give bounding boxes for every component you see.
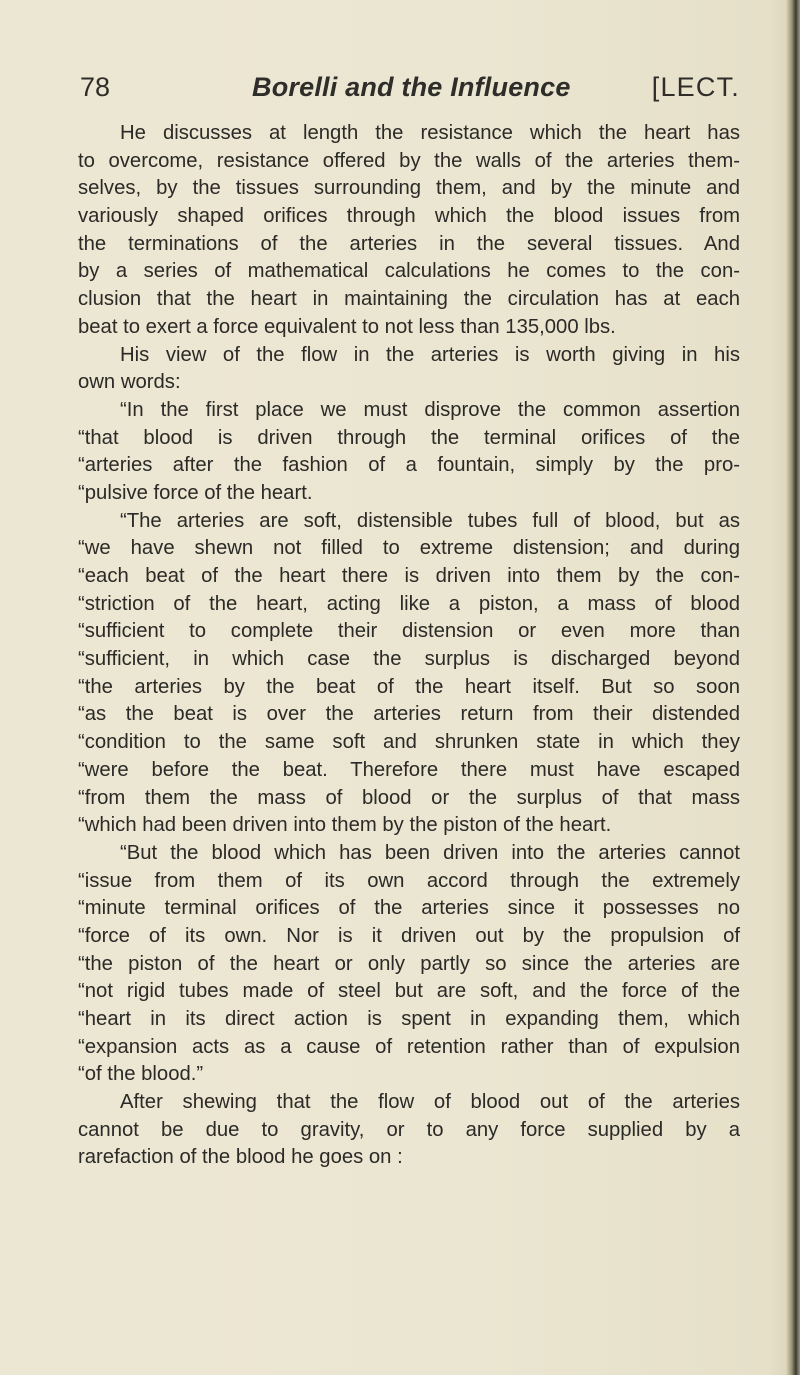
text-line: “force of its own. Nor is it driven out by the propulsion of	[78, 924, 740, 947]
running-title: Borelli and the Influence	[252, 72, 571, 102]
text-line: by a series of mathematical calculations he comes to the con-	[78, 260, 740, 283]
text-line: After shewing that the flow of blood out of the arteries	[120, 1091, 740, 1114]
text-line: “were before the beat. Therefore there must have escaped	[78, 758, 740, 781]
text-line: “arteries after the fashion of a fountain, simply by the pro-	[78, 454, 740, 477]
page-number: 78	[80, 72, 111, 102]
text-line: “striction of the heart, acting like a piston, a mass of blood	[78, 592, 740, 615]
text-line: beat to exert a force equivalent to not less than 135,000 lbs.	[78, 315, 616, 338]
text-line: the terminations of the arteries in the several tissues. And	[78, 232, 740, 255]
text-line: cannot be due to gravity, or to any force supplied by a	[78, 1118, 740, 1141]
section-label: [LECT.	[651, 72, 740, 102]
text-line: rarefaction of the blood he goes on :	[78, 1146, 403, 1169]
text-line: “sufficient to complete their distension or even more than	[78, 620, 740, 643]
text-line: “that blood is driven through the terminal orifices of the	[78, 426, 740, 449]
text-line: “condition to the same soft and shrunken state in which they	[78, 731, 740, 754]
text-line: “heart in its direct action is spent in expanding them, which	[78, 1008, 740, 1030]
text-line: “expansion acts as a cause of retention rather than of expulsion	[78, 1035, 740, 1058]
text-line: “each beat of the heart there is driven into them by the con-	[78, 565, 740, 587]
text-line: “minute terminal orifices of the arteries since it possesses no	[78, 897, 740, 920]
text-line: “The arteries are soft, distensible tubes full of blood, but as	[120, 509, 740, 532]
text-line: selves, by the tissues surrounding them, and by the minute and	[78, 177, 740, 200]
running-head	[80, 72, 740, 112]
text-line: “we have shewn not filled to extreme distension; and during	[78, 537, 740, 560]
text-line: His view of the flow in the arteries is worth giving in his	[120, 343, 740, 366]
body-text	[78, 120, 740, 1172]
text-line: “the piston of the heart or only partly so since the arteries are	[78, 952, 740, 975]
text-line: “which had been driven into them by the piston of the heart.	[78, 814, 612, 837]
text-line: “the arteries by the beat of the heart itself. But so soon	[78, 675, 740, 698]
text-line: “In the first place we must disprove the common assertion	[120, 398, 740, 421]
text-line: to overcome, resistance offered by the walls of the arteries them-	[78, 149, 740, 172]
text-line: “issue from them of its own accord through the extremely	[78, 869, 740, 892]
text-line: “sufficient, in which case the surplus is discharged beyond	[78, 648, 740, 671]
text-line: “pulsive force of the heart.	[78, 481, 313, 504]
text-line: own words:	[78, 371, 181, 394]
page-edge	[786, 0, 800, 1375]
text-line: “not rigid tubes made of steel but are soft, and the force of the	[78, 980, 740, 1003]
text-line: clusion that the heart in maintaining the circulation has at each	[78, 288, 740, 311]
text-line: “from them the mass of blood or the surplus of that mass	[78, 786, 740, 809]
text-line: “as the beat is over the arteries return from their distended	[78, 703, 740, 726]
text-line: “But the blood which has been driven into the arteries cannot	[120, 841, 740, 864]
text-line: variously shaped orifices through which the blood issues from	[78, 205, 740, 228]
text-line: He discusses at length the resistance which the heart has	[120, 122, 740, 144]
text-line: “of the blood.”	[78, 1063, 204, 1086]
